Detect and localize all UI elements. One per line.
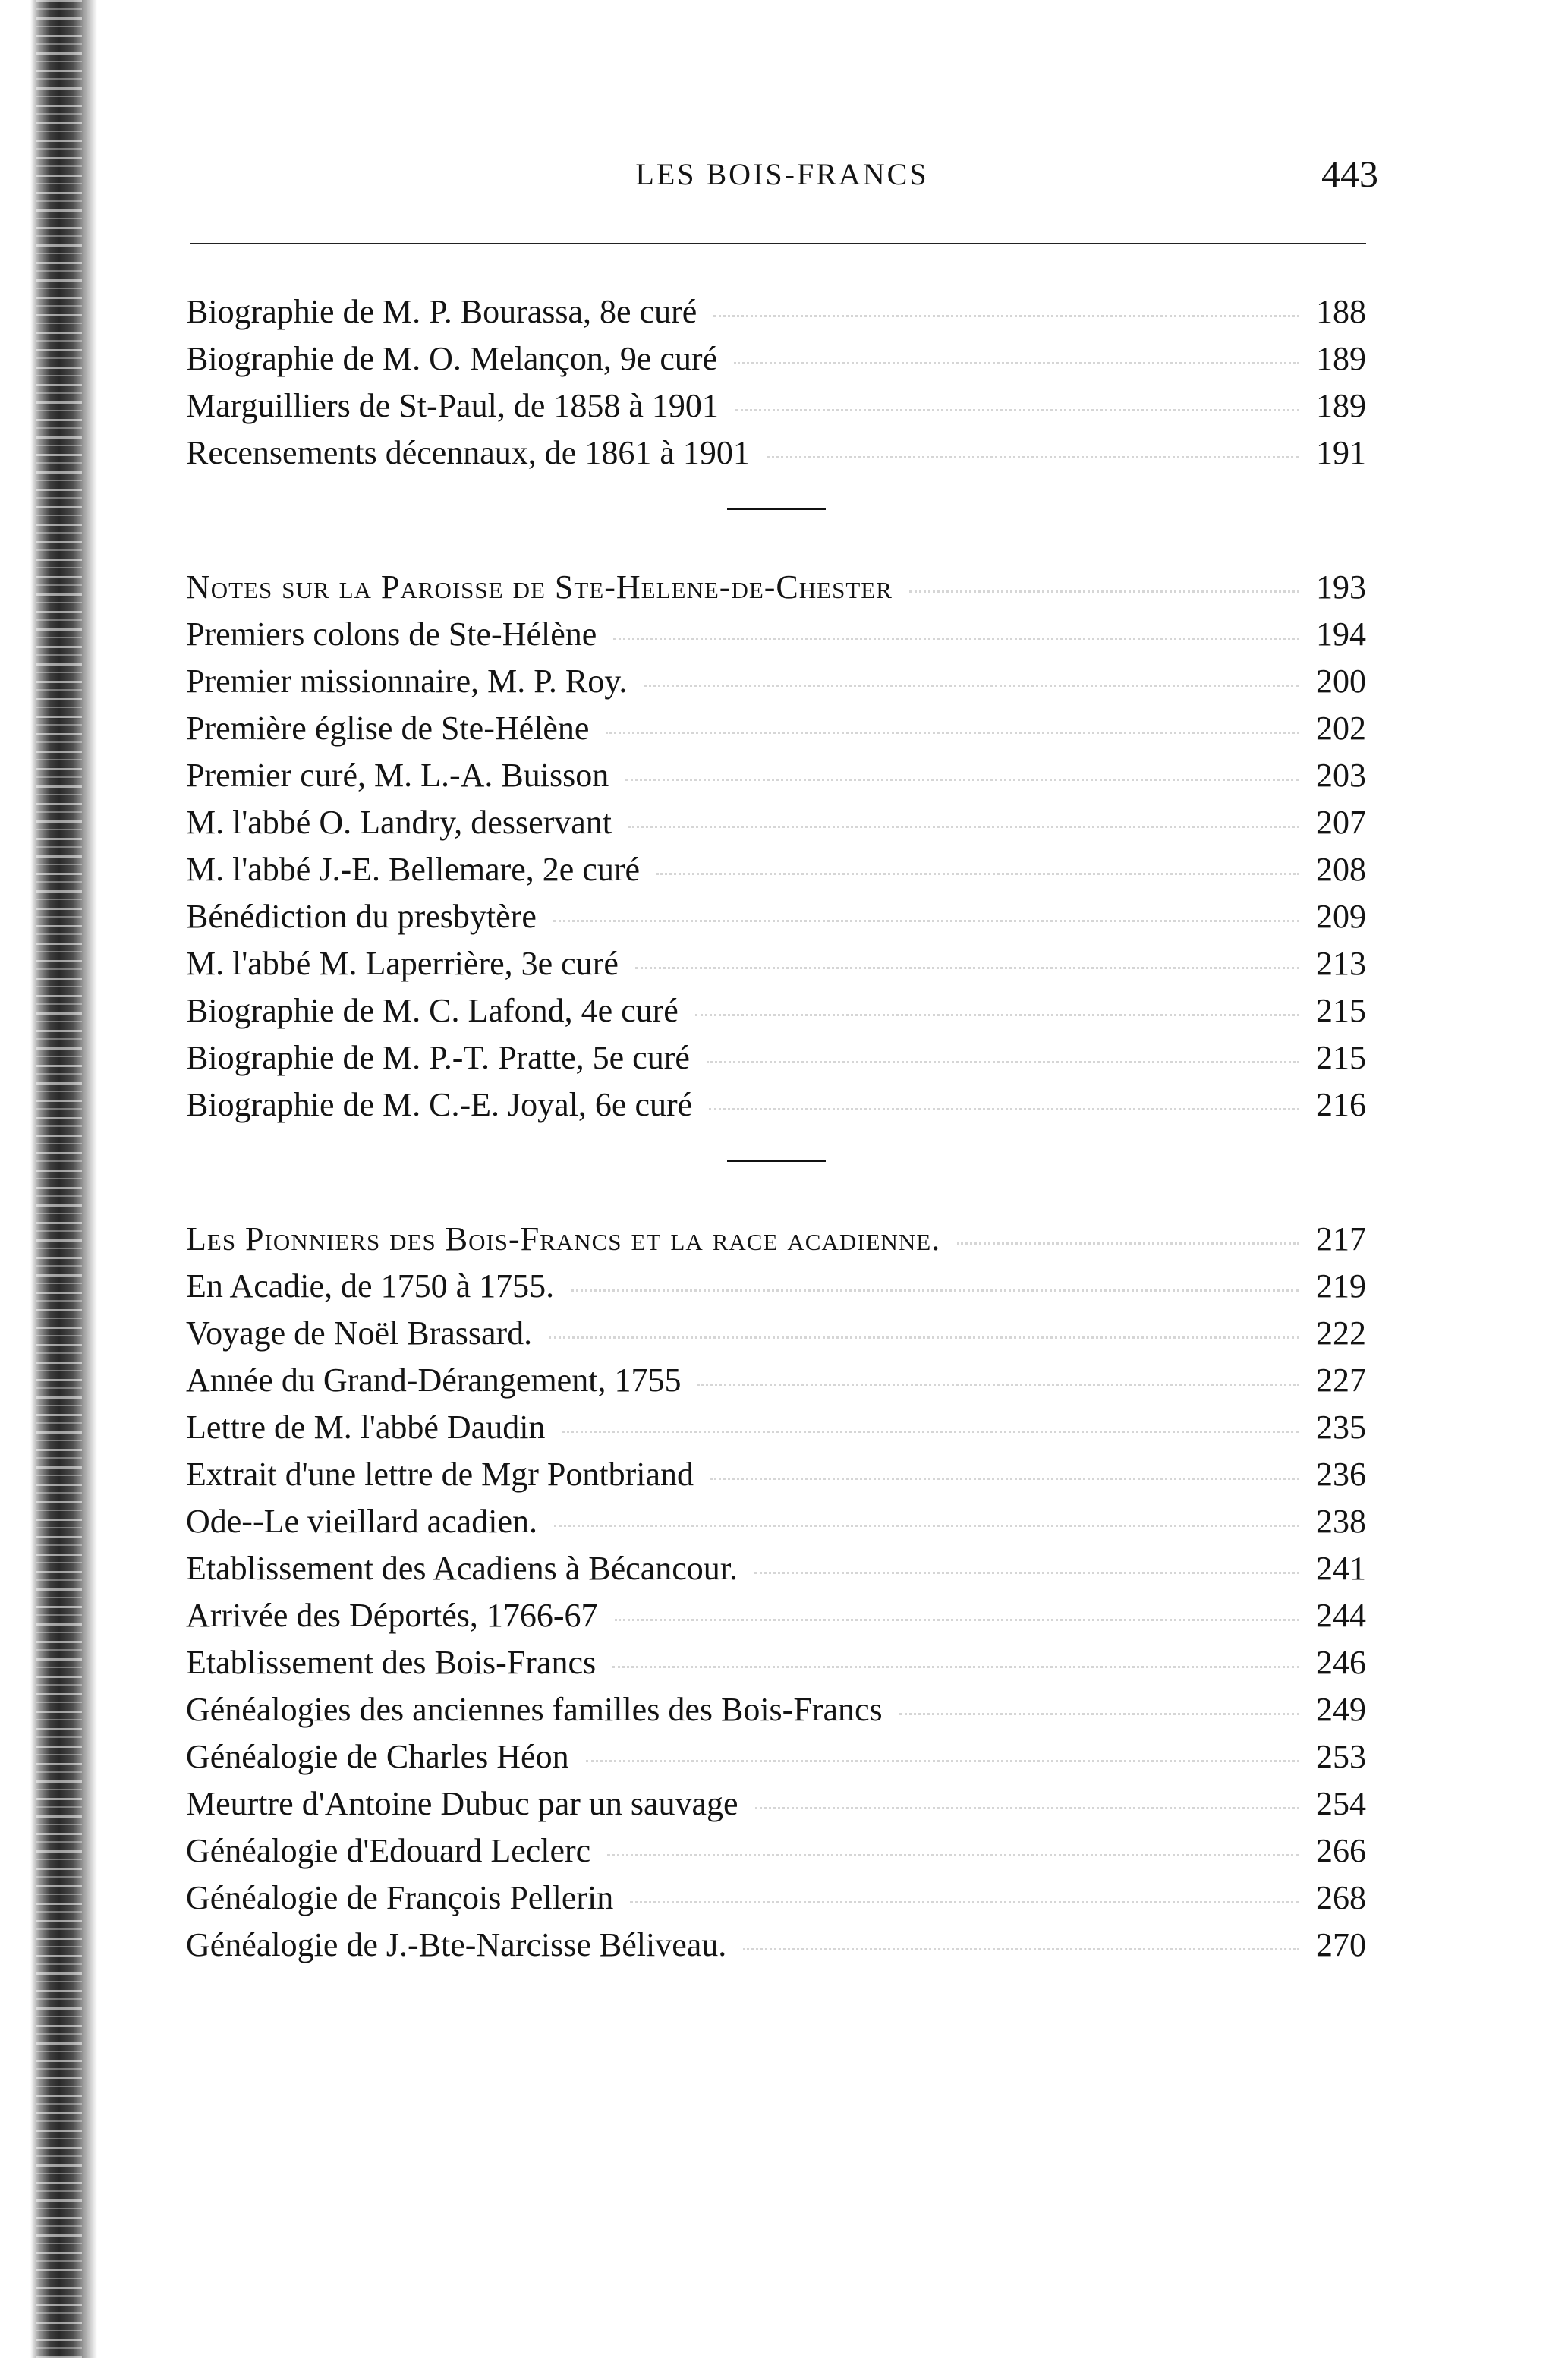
toc-entry bbox=[186, 662, 1366, 709]
toc-entry-label: Meurtre d'Antoine Dubuc par un sauvage bbox=[186, 1785, 738, 1822]
toc-entry-label: Biographie de M. C. Lafond, 4e curé bbox=[186, 992, 679, 1029]
toc-entry-page: 244 bbox=[1316, 1597, 1366, 1634]
toc-entry-page: 266 bbox=[1316, 1832, 1366, 1869]
toc-entry-page: 207 bbox=[1316, 804, 1366, 841]
toc-entry-page: 270 bbox=[1316, 1926, 1366, 1963]
scan-noise-texture bbox=[36, 0, 82, 2358]
toc-entry-page: 215 bbox=[1316, 1039, 1366, 1076]
toc-entry-label: Premiers colons de Ste-Hélène bbox=[186, 615, 597, 653]
toc-entry-page: 189 bbox=[1316, 387, 1366, 424]
toc-entry-label: Généalogie de Charles Héon bbox=[186, 1738, 569, 1775]
toc-section-heading bbox=[186, 568, 1366, 615]
toc-entry bbox=[186, 1878, 1366, 1925]
dot-leader bbox=[628, 826, 1299, 828]
toc-entry bbox=[186, 1361, 1366, 1408]
toc-entry-page: 219 bbox=[1316, 1267, 1366, 1305]
toc-entry-label: Bénédiction du presbytère bbox=[186, 898, 537, 935]
toc-entry bbox=[186, 433, 1366, 480]
dot-leader bbox=[899, 1713, 1299, 1715]
toc-entry-page: 241 bbox=[1316, 1550, 1366, 1587]
toc-entry-label: Biographie de M. O. Melançon, 9e curé bbox=[186, 340, 718, 377]
dot-leader bbox=[734, 362, 1299, 364]
dot-leader bbox=[710, 1478, 1299, 1480]
table-of-contents bbox=[186, 292, 1366, 1972]
toc-entry-label: Généalogie d'Edouard Leclerc bbox=[186, 1832, 591, 1869]
section-divider bbox=[727, 508, 826, 510]
toc-entry-label: Généalogie de J.-Bte-Narcisse Béliveau. bbox=[186, 1926, 727, 1963]
toc-entry-label: Généalogie de François Pellerin bbox=[186, 1879, 614, 1916]
dot-leader bbox=[606, 732, 1299, 734]
dot-leader bbox=[713, 315, 1299, 317]
toc-entry bbox=[186, 803, 1366, 850]
header-rule bbox=[190, 243, 1366, 244]
toc-entry bbox=[186, 1314, 1366, 1361]
toc-entry-label: Biographie de M. P.-T. Pratte, 5e curé bbox=[186, 1039, 690, 1076]
toc-entry bbox=[186, 1502, 1366, 1549]
dot-leader bbox=[586, 1760, 1299, 1762]
toc-entry-page: 268 bbox=[1316, 1879, 1366, 1916]
toc-entry-label: Etablissement des Bois-Francs bbox=[186, 1644, 597, 1681]
toc-entry bbox=[186, 1267, 1366, 1314]
toc-entry bbox=[186, 709, 1366, 756]
toc-entry-page: 209 bbox=[1316, 898, 1366, 935]
toc-entry-label: Généalogies des anciennes familles des Bois-Francs bbox=[186, 1691, 883, 1728]
toc-section-heading bbox=[186, 1220, 1366, 1267]
toc-entry-page: 222 bbox=[1316, 1314, 1366, 1352]
toc-entry-page: 208 bbox=[1316, 851, 1366, 888]
dot-leader bbox=[571, 1289, 1299, 1292]
toc-entry bbox=[186, 615, 1366, 662]
dot-leader bbox=[613, 638, 1299, 640]
toc-entry-page: 249 bbox=[1316, 1691, 1366, 1728]
toc-entry-page: 200 bbox=[1316, 663, 1366, 700]
dot-leader bbox=[644, 685, 1299, 687]
dot-leader bbox=[909, 590, 1299, 593]
toc-entry-label: Année du Grand-Dérangement, 1755 bbox=[186, 1362, 682, 1399]
toc-entry bbox=[186, 292, 1366, 339]
toc-entry-page: 227 bbox=[1316, 1362, 1366, 1399]
toc-entry-page: 235 bbox=[1316, 1409, 1366, 1446]
toc-entry-page: 188 bbox=[1316, 293, 1366, 330]
toc-entry bbox=[186, 756, 1366, 803]
toc-entry-label: Voyage de Noël Brassard. bbox=[186, 1314, 533, 1352]
toc-entry-label: En Acadie, de 1750 à 1755. bbox=[186, 1267, 555, 1305]
dot-leader bbox=[735, 409, 1299, 411]
toc-entry-page: 216 bbox=[1316, 1086, 1366, 1123]
dot-leader bbox=[625, 779, 1299, 781]
toc-entry-label: Premier missionnaire, M. P. Roy. bbox=[186, 663, 628, 700]
toc-entry bbox=[186, 1643, 1366, 1690]
toc-entry bbox=[186, 897, 1366, 944]
dot-leader bbox=[635, 967, 1299, 969]
toc-entry-label: Biographie de M. P. Bourassa, 8e curé bbox=[186, 293, 697, 330]
toc-entry bbox=[186, 1596, 1366, 1643]
dot-leader bbox=[695, 1014, 1299, 1016]
dot-leader bbox=[607, 1854, 1299, 1856]
toc-entry bbox=[186, 1690, 1366, 1737]
toc-entry-page: 202 bbox=[1316, 710, 1366, 747]
toc-entry bbox=[186, 386, 1366, 433]
toc-entry bbox=[186, 339, 1366, 386]
toc-entry-label: M. l'abbé M. Laperrière, 3e curé bbox=[186, 945, 619, 982]
toc-entry-page: 191 bbox=[1316, 434, 1366, 471]
dot-leader bbox=[656, 873, 1299, 875]
toc-entry bbox=[186, 991, 1366, 1038]
dot-leader bbox=[554, 1525, 1299, 1527]
dot-leader bbox=[562, 1431, 1299, 1433]
dot-leader bbox=[767, 456, 1299, 458]
toc-entry-label: Ode--Le vieillard acadien. bbox=[186, 1503, 537, 1540]
toc-entry-page: 194 bbox=[1316, 615, 1366, 653]
toc-entry-page: 215 bbox=[1316, 992, 1366, 1029]
toc-heading-label: Notes sur la Paroisse de Ste-Helene-de-Chester bbox=[186, 568, 893, 606]
toc-entry bbox=[186, 1408, 1366, 1455]
toc-entry bbox=[186, 1549, 1366, 1596]
section-divider bbox=[727, 1160, 826, 1162]
toc-entry-page: 189 bbox=[1316, 340, 1366, 377]
dot-leader bbox=[697, 1384, 1299, 1386]
toc-heading-page: 217 bbox=[1316, 1220, 1366, 1258]
toc-entry-label: Marguilliers de St-Paul, de 1858 à 1901 bbox=[186, 387, 719, 424]
toc-entry bbox=[186, 1737, 1366, 1784]
dot-leader bbox=[707, 1061, 1299, 1063]
toc-entry-page: 254 bbox=[1316, 1785, 1366, 1822]
toc-entry bbox=[186, 1925, 1366, 1972]
toc-entry bbox=[186, 944, 1366, 991]
toc-entry-page: 246 bbox=[1316, 1644, 1366, 1681]
toc-entry-label: Extrait d'une lettre de Mgr Pontbriand bbox=[186, 1456, 694, 1493]
toc-heading-page: 193 bbox=[1316, 568, 1366, 606]
toc-entry-label: Etablissement des Acadiens à Bécancour. bbox=[186, 1550, 738, 1587]
dot-leader bbox=[755, 1807, 1299, 1809]
dot-leader bbox=[754, 1572, 1299, 1574]
dot-leader bbox=[630, 1901, 1299, 1903]
dot-leader bbox=[615, 1619, 1299, 1621]
toc-entry-label: Lettre de M. l'abbé Daudin bbox=[186, 1409, 546, 1446]
page-header bbox=[186, 152, 1378, 205]
toc-entry bbox=[186, 1784, 1366, 1831]
dot-leader bbox=[553, 920, 1299, 922]
dot-leader bbox=[709, 1108, 1299, 1110]
toc-entry-label: Première église de Ste-Hélène bbox=[186, 710, 590, 747]
toc-entry-label: M. l'abbé J.-E. Bellemare, 2e curé bbox=[186, 851, 641, 888]
toc-entry-page: 213 bbox=[1316, 945, 1366, 982]
dot-leader bbox=[612, 1666, 1299, 1668]
toc-entry bbox=[186, 1831, 1366, 1878]
toc-entry-page: 238 bbox=[1316, 1503, 1366, 1540]
toc-entry-page: 253 bbox=[1316, 1738, 1366, 1775]
toc-entry-label: Recensements décennaux, de 1861 à 1901 bbox=[186, 434, 750, 471]
page-number: 443 bbox=[1321, 153, 1378, 195]
toc-entry bbox=[186, 850, 1366, 897]
dot-leader bbox=[957, 1242, 1299, 1245]
toc-entry bbox=[186, 1455, 1366, 1502]
toc-entry bbox=[186, 1085, 1366, 1132]
toc-entry-label: Arrivée des Déportés, 1766-67 bbox=[186, 1597, 598, 1634]
toc-entry-label: Biographie de M. C.-E. Joyal, 6e curé bbox=[186, 1086, 693, 1123]
toc-entry bbox=[186, 1038, 1366, 1085]
toc-entry-page: 236 bbox=[1316, 1456, 1366, 1493]
toc-entry-page: 203 bbox=[1316, 757, 1366, 794]
toc-entry-label: M. l'abbé O. Landry, desservant bbox=[186, 804, 612, 841]
running-title: LES BOIS-FRANCS bbox=[635, 157, 929, 191]
toc-heading-label: Les Pionniers des Bois-Francs et la race acadienne. bbox=[186, 1220, 941, 1258]
dot-leader bbox=[743, 1948, 1299, 1950]
dot-leader bbox=[549, 1336, 1299, 1339]
toc-entry-label: Premier curé, M. L.-A. Buisson bbox=[186, 757, 609, 794]
